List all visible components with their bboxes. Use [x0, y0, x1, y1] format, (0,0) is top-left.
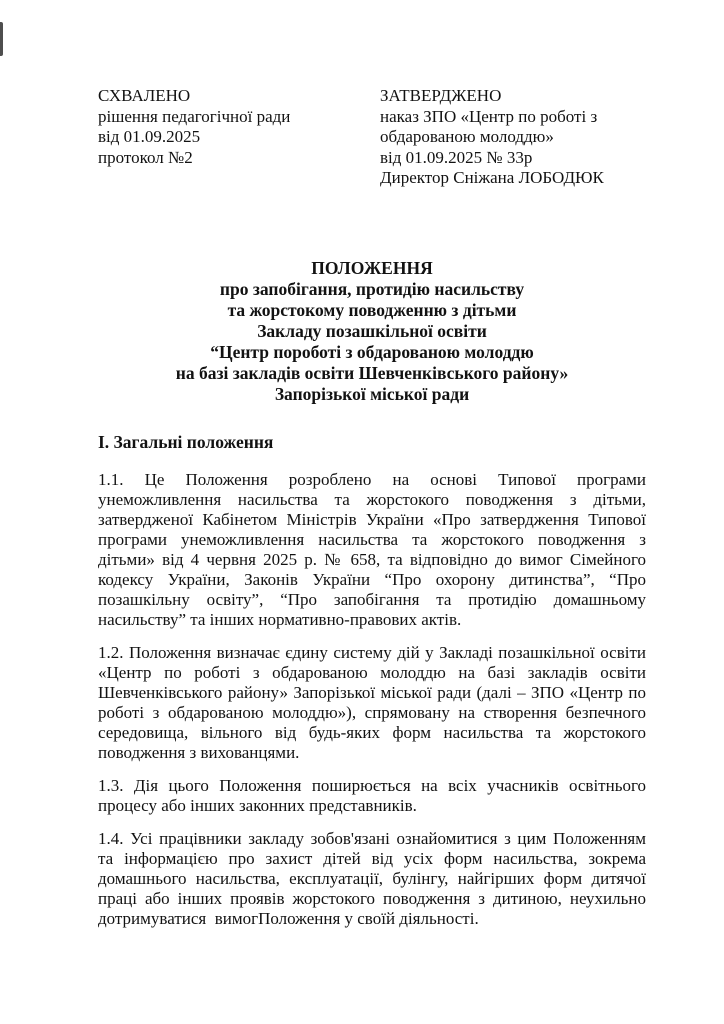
approved-line: СХВАЛЕНО [98, 86, 191, 105]
paragraph: 1.4. Усі працівники закладу зобов'язані ознайомитися з цим Положенням та інформацією про захист дітей від усіх форм насильства, зокрема домашнього насильства, експлуатації, булінгу, найгірших форм дитячої праці або інших проявів жорстокого поводження з дитиною, неухильно дотримуватися вимогПоложення у своїй діяльності. [98, 829, 651, 928]
title-line: на базі закладів освіти Шевченківського району» [175, 363, 569, 383]
title-line: про запобігання, протидію насильству [219, 279, 525, 299]
approved-line: рішення педагогічної ради [98, 106, 291, 126]
title-line: “Центр пороботі з обдарованою молоддю [210, 342, 534, 362]
confirmed-line: наказ ЗПО «Центр по роботі з [380, 106, 598, 126]
confirmed-line: обдарованою молоддю» [380, 127, 554, 146]
approval-header [98, 86, 646, 189]
paragraph: 1.2. Положення визначає єдину систему дій у Закладі позашкільної освіти «Центр по роботі з обдарованою молоддю на базі закладів освіти Шевченківського району» Запорізької міської ради (далі – ЗПО «Центр по роботі з обдарованою молоддю»), спрямовану на створення безпечного середовища, вільного від будь-яких форм насильства та жорстокого поводження з вихованцями. [98, 643, 651, 762]
approved-line: від 01.09.2025 [98, 127, 201, 146]
approved-block [98, 86, 380, 168]
title-line: Запорізької міської ради [274, 384, 470, 404]
title-line: Закладу позашкільної освіти [257, 321, 487, 341]
section-heading: І. Загальні положення [98, 432, 274, 452]
document-title [98, 258, 646, 405]
paragraph: 1.3. Дія цього Положення поширюється на всіх учасників освітнього процесу або інших законних представників. [98, 776, 651, 815]
confirmed-line: Директор Сніжана ЛОБОДЮК [380, 168, 604, 187]
body-paragraphs [98, 470, 651, 942]
title-line: ПОЛОЖЕННЯ [311, 258, 433, 278]
confirmed-block [380, 86, 646, 189]
paragraph: 1.1. Це Положення розроблено на основі Типової програми унеможливлення насильства та жорстокого поводження з дітьми, затвердженої Кабінетом Міністрів України «Про затвердження Типової програми унеможливлення насильства та жорстокого поводження з дітьми» від 4 червня 2025 р. № 658, та відповідно до вимог Сімейного кодексу України, Законів України “Про охорону дитинства”, “Про позашкільну освіту”, “Про запобігання та протидію домашньому насильству” та інших нормативно-правових актів. [98, 470, 651, 629]
scan-edge-artifact [0, 22, 3, 56]
confirmed-line: від 01.09.2025 № 33р [380, 147, 533, 167]
confirmed-line: ЗАТВЕРДЖЕНО [380, 86, 502, 105]
title-line: та жорстокому поводженню з дітьми [227, 300, 517, 320]
approved-line: протокол №2 [98, 147, 193, 167]
